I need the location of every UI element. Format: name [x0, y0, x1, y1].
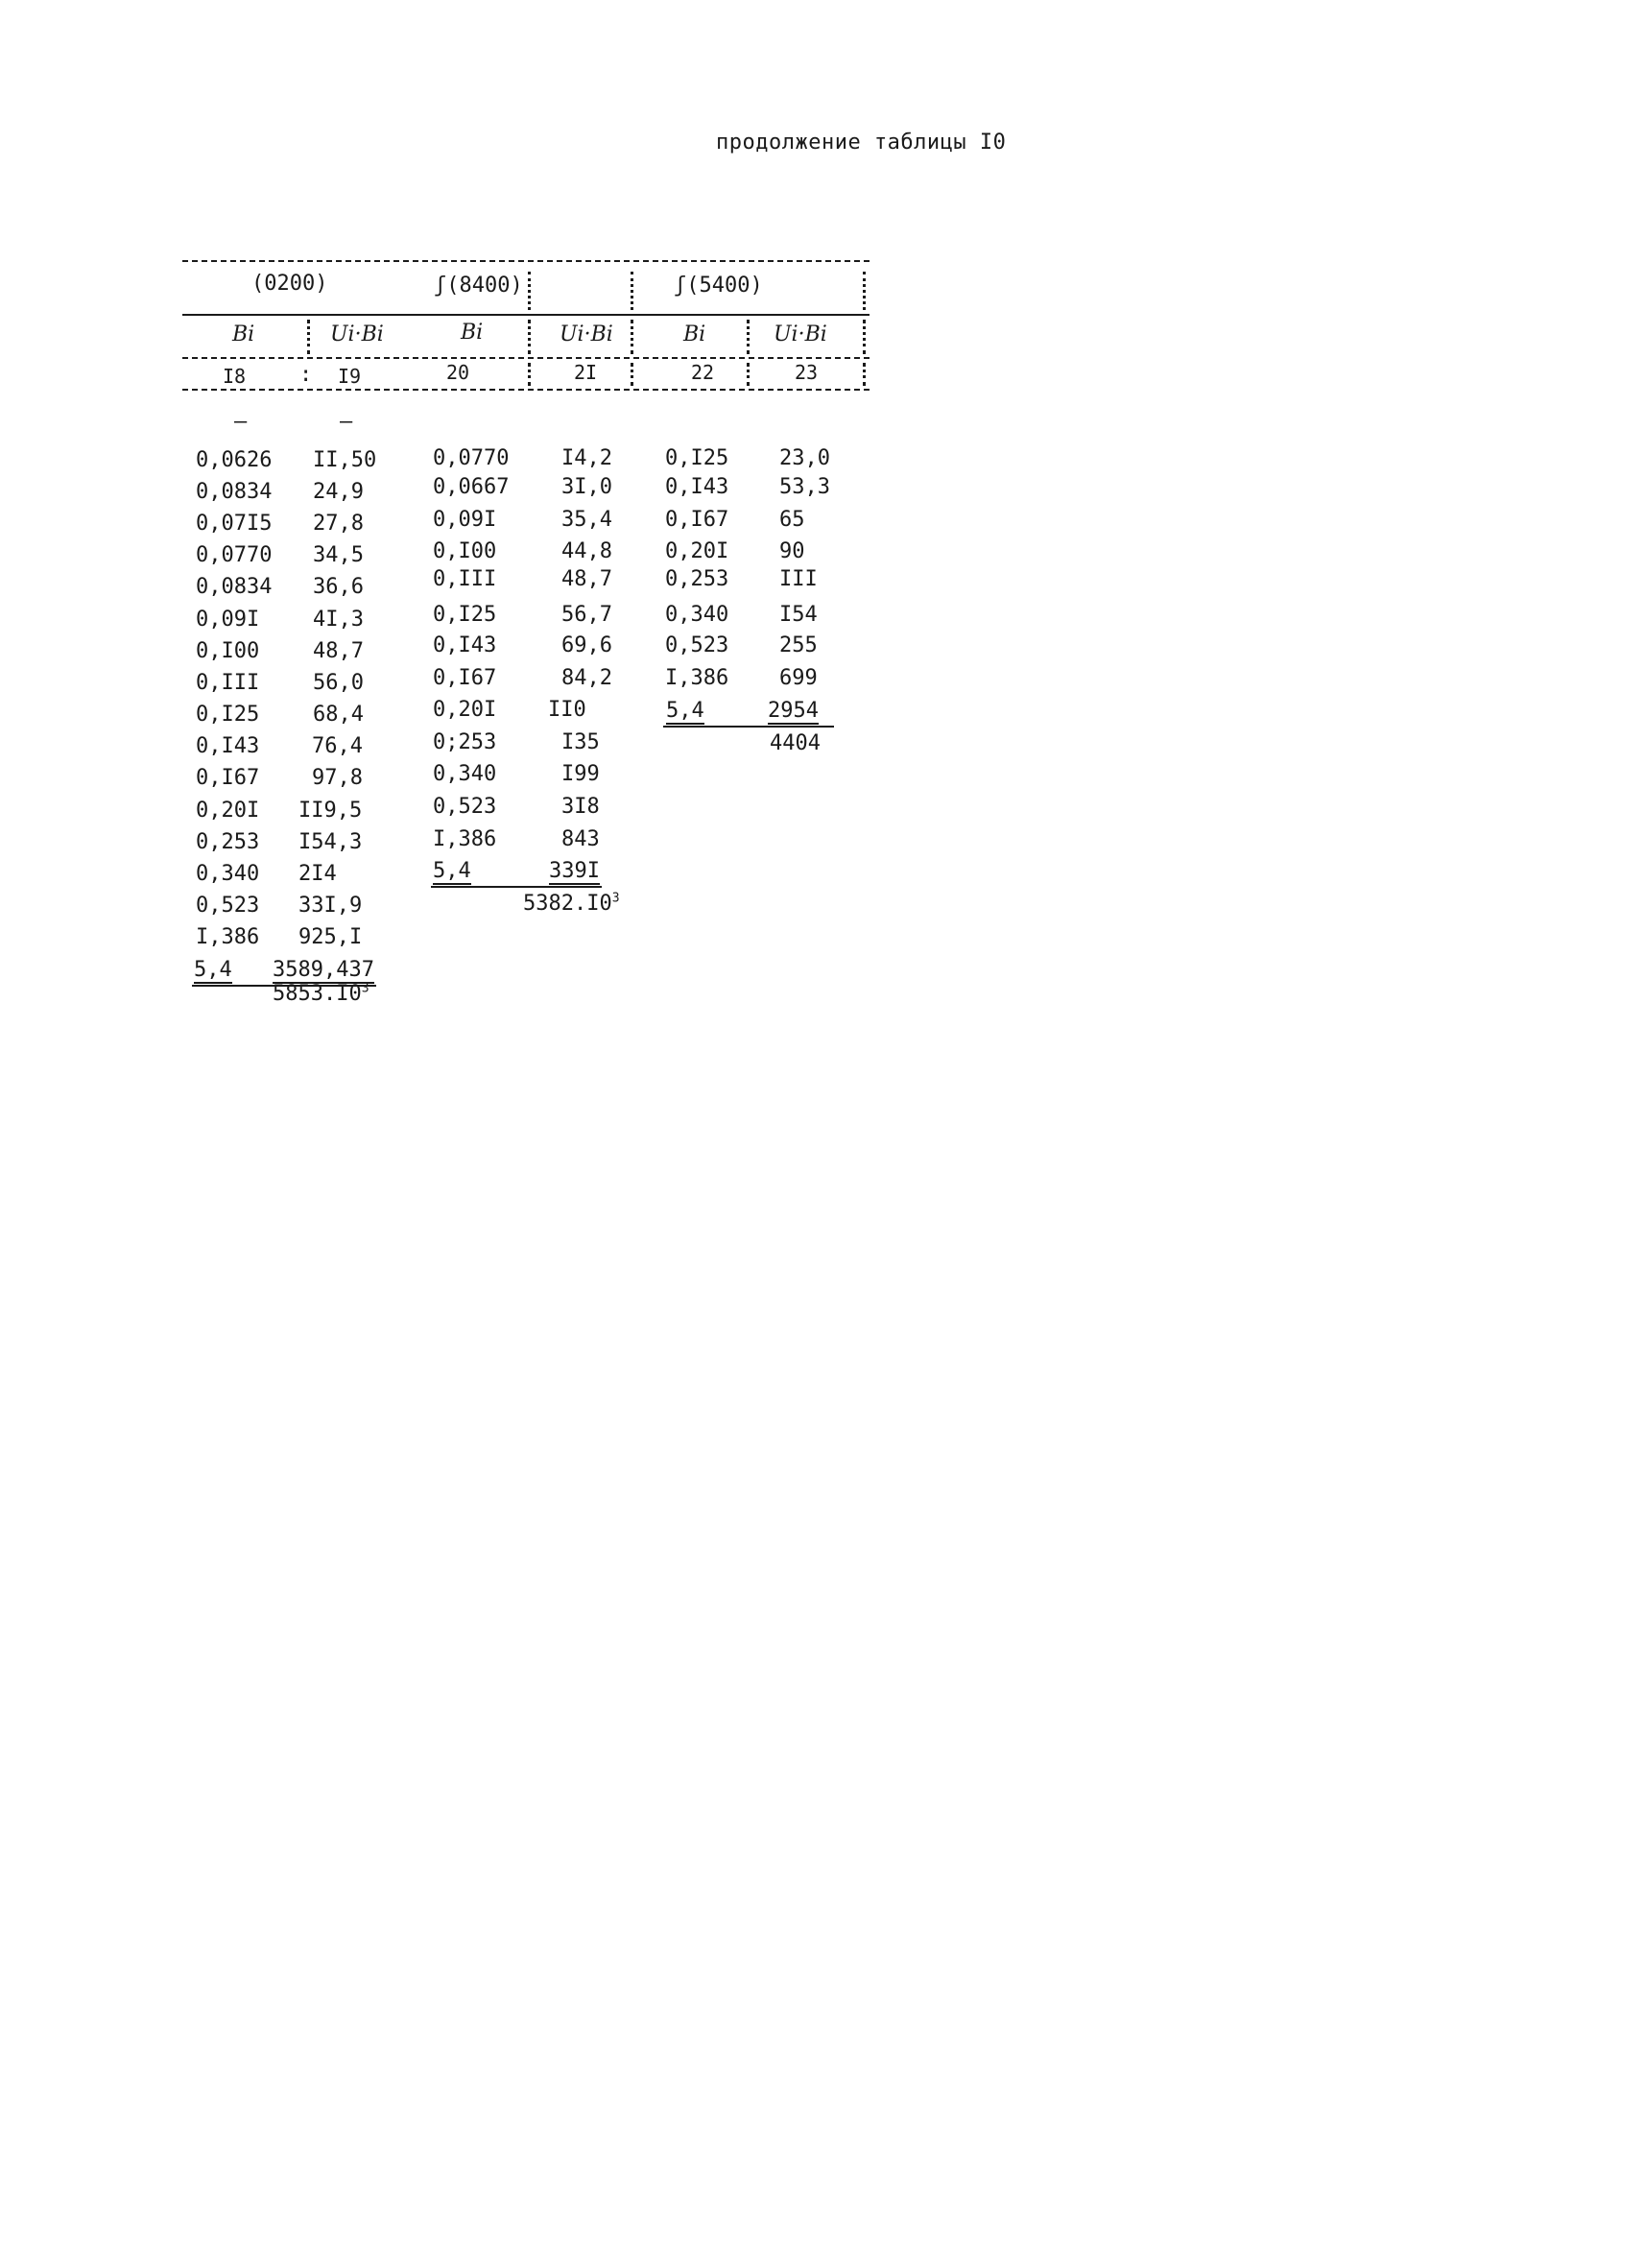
cell-bi: I,386: [665, 666, 729, 690]
cell-bi: 0,I43: [665, 475, 729, 499]
cell-uibi: 33I,9: [298, 894, 363, 918]
cell-bi: 0,340: [665, 603, 729, 627]
cell-bi: 0,07I5: [196, 512, 273, 536]
cell-uibi: 69,6: [561, 633, 612, 657]
header-mid-rule: [182, 314, 870, 316]
cell-uibi: I99: [561, 762, 600, 786]
cell-bi: 0,I43: [196, 734, 260, 758]
num-colon-1: :: [299, 363, 313, 387]
total-bi: 5,4: [433, 859, 471, 883]
column-number-18: I8: [223, 365, 247, 388]
cell-bi: 0,253: [665, 567, 729, 591]
num-separator-2b: [631, 363, 633, 386]
cell-uibi: III: [779, 567, 818, 591]
cell-uibi: 48,7: [313, 639, 364, 663]
group-separator-2-mid: [528, 272, 531, 310]
group-title-2: ʃ(8400): [434, 274, 523, 298]
cell-bi: 0,I00: [196, 639, 260, 663]
subheader-bi-1: Bi: [232, 322, 255, 346]
cell-bi: 0,I00: [433, 539, 497, 563]
cell-uibi: 35,4: [561, 508, 612, 532]
cell-uibi: 255: [779, 633, 818, 657]
column-number-19: I9: [338, 365, 362, 388]
subheader-bi-3: Bi: [683, 322, 706, 346]
cell-uibi: 76,4: [312, 734, 363, 758]
cell-uibi: II9,5: [298, 799, 363, 823]
cell-uibi: 56,0: [313, 671, 364, 695]
cell-bi: 0,20I: [196, 799, 260, 823]
sub-separator-3: [747, 320, 750, 354]
cell-bi: 0,523: [196, 894, 260, 918]
cell-uibi: 843: [561, 827, 600, 851]
cell-uibi: 36,6: [313, 575, 364, 599]
total-bi: 5,4: [666, 699, 704, 723]
cell-uibi: II0: [548, 698, 586, 722]
sub-separator-2b: [631, 320, 633, 354]
total-uibi: 2954: [768, 699, 819, 723]
cell-uibi: I54,3: [298, 830, 363, 854]
cell-bi: 0,20I: [433, 698, 497, 722]
cell-bi: 0,I67: [433, 666, 497, 690]
cell-uibi: 925,I: [298, 925, 363, 949]
group-separator-2-3: [631, 272, 633, 310]
cell-uibi: I4,2: [561, 446, 612, 470]
cell-bi: 0,09I: [196, 608, 260, 632]
result-base: 5853.I0: [273, 982, 362, 1006]
cell-uibi: 65: [779, 508, 805, 532]
cell-uibi: 44,8: [561, 539, 612, 563]
cell-bi: 0,0834: [196, 575, 273, 599]
cell-bi: 0,523: [433, 795, 497, 819]
num-separator-2: [528, 363, 531, 386]
cell-bi: 0,I25: [665, 446, 729, 470]
subheader-uibi-3: Ui·Bi: [774, 322, 827, 346]
cell-uibi: 3I8: [561, 795, 600, 819]
cell-uibi: 56,7: [561, 603, 612, 627]
cell-bi: I,386: [196, 925, 260, 949]
cell-bi: 0,I67: [665, 508, 729, 532]
cell-uibi: 90: [779, 539, 805, 563]
column-number-23: 23: [795, 361, 819, 384]
cell-bi: 0,0667: [433, 475, 510, 499]
cell-bi: 0,I25: [196, 703, 260, 727]
cell-uibi: II,50: [313, 448, 377, 472]
header-bottom-rule: [182, 389, 870, 391]
cell-uibi: 84,2: [561, 666, 612, 690]
group-title-3: ʃ(5400): [674, 274, 763, 298]
cell-bi: 0,253: [196, 830, 260, 854]
total-rule: [663, 726, 834, 728]
blank-marker-19: –: [340, 410, 353, 434]
cell-uibi: 3I,0: [561, 475, 612, 499]
result-base: 5382.I0: [523, 892, 612, 916]
cell-bi: 0,340: [196, 862, 260, 886]
cell-bi: 0,523: [665, 633, 729, 657]
cell-uibi: 699: [779, 666, 818, 690]
result-exponent: 3: [611, 891, 620, 906]
cell-bi: 0,340: [433, 762, 497, 786]
column-number-22: 22: [691, 361, 715, 384]
group-separator-right: [863, 272, 866, 310]
cell-uibi: 27,8: [313, 512, 364, 536]
blank-marker-18: –: [234, 410, 248, 434]
sub-separator-3b: [863, 320, 866, 354]
subheader-bi-2: Bi: [461, 321, 484, 345]
cell-bi: I,386: [433, 827, 497, 851]
cell-uibi: 24,9: [313, 480, 364, 504]
total-uibi: 339I: [549, 859, 600, 883]
cell-bi: 0;253: [433, 730, 497, 754]
cell-uibi: I54: [779, 603, 818, 627]
cell-uibi: 23,0: [779, 446, 830, 470]
cell-uibi: I35: [561, 730, 600, 754]
total-rule: [431, 886, 602, 888]
sub-separator-1: [307, 320, 310, 354]
total-bi: 5,4: [194, 958, 232, 982]
subheader-uibi-1: Ui·Bi: [330, 322, 384, 346]
result-value: 4404: [770, 731, 821, 755]
cell-bi: 0,0770: [196, 543, 273, 567]
subheader-uibi-2: Ui·Bi: [560, 322, 613, 346]
cell-uibi: 68,4: [313, 703, 364, 727]
cell-uibi: 34,5: [313, 543, 364, 567]
cell-bi: 0,III: [196, 671, 260, 695]
cell-bi: 0,I25: [433, 603, 497, 627]
cell-uibi: 48,7: [561, 567, 612, 591]
group-title-1: (0200): [251, 272, 328, 296]
header-sub-rule: [182, 357, 870, 359]
table-caption: продолжение таблицы I0: [716, 131, 1007, 155]
cell-bi: 0,III: [433, 567, 497, 591]
num-separator-3b: [863, 363, 866, 386]
result-exponent: 3: [361, 981, 369, 996]
cell-bi: 0,I43: [433, 633, 497, 657]
header-top-rule: [182, 260, 870, 262]
cell-bi: 0,20I: [665, 539, 729, 563]
result-value: [523, 893, 620, 916]
result-value: [273, 983, 369, 1006]
cell-uibi: 2I4: [298, 862, 337, 886]
cell-uibi: 53,3: [779, 475, 830, 499]
cell-bi: 0,I67: [196, 766, 260, 790]
cell-bi: 0,0834: [196, 480, 273, 504]
cell-bi: 0,0770: [433, 446, 510, 470]
cell-uibi: 97,8: [312, 766, 363, 790]
column-number-21: 2I: [574, 361, 598, 384]
cell-bi: 0,0626: [196, 448, 273, 472]
total-uibi: 3589,437: [273, 958, 374, 982]
column-number-20: 20: [446, 361, 470, 384]
sub-separator-2: [528, 320, 531, 354]
num-separator-3: [747, 363, 750, 386]
cell-uibi: 4I,3: [313, 608, 364, 632]
cell-bi: 0,09I: [433, 508, 497, 532]
